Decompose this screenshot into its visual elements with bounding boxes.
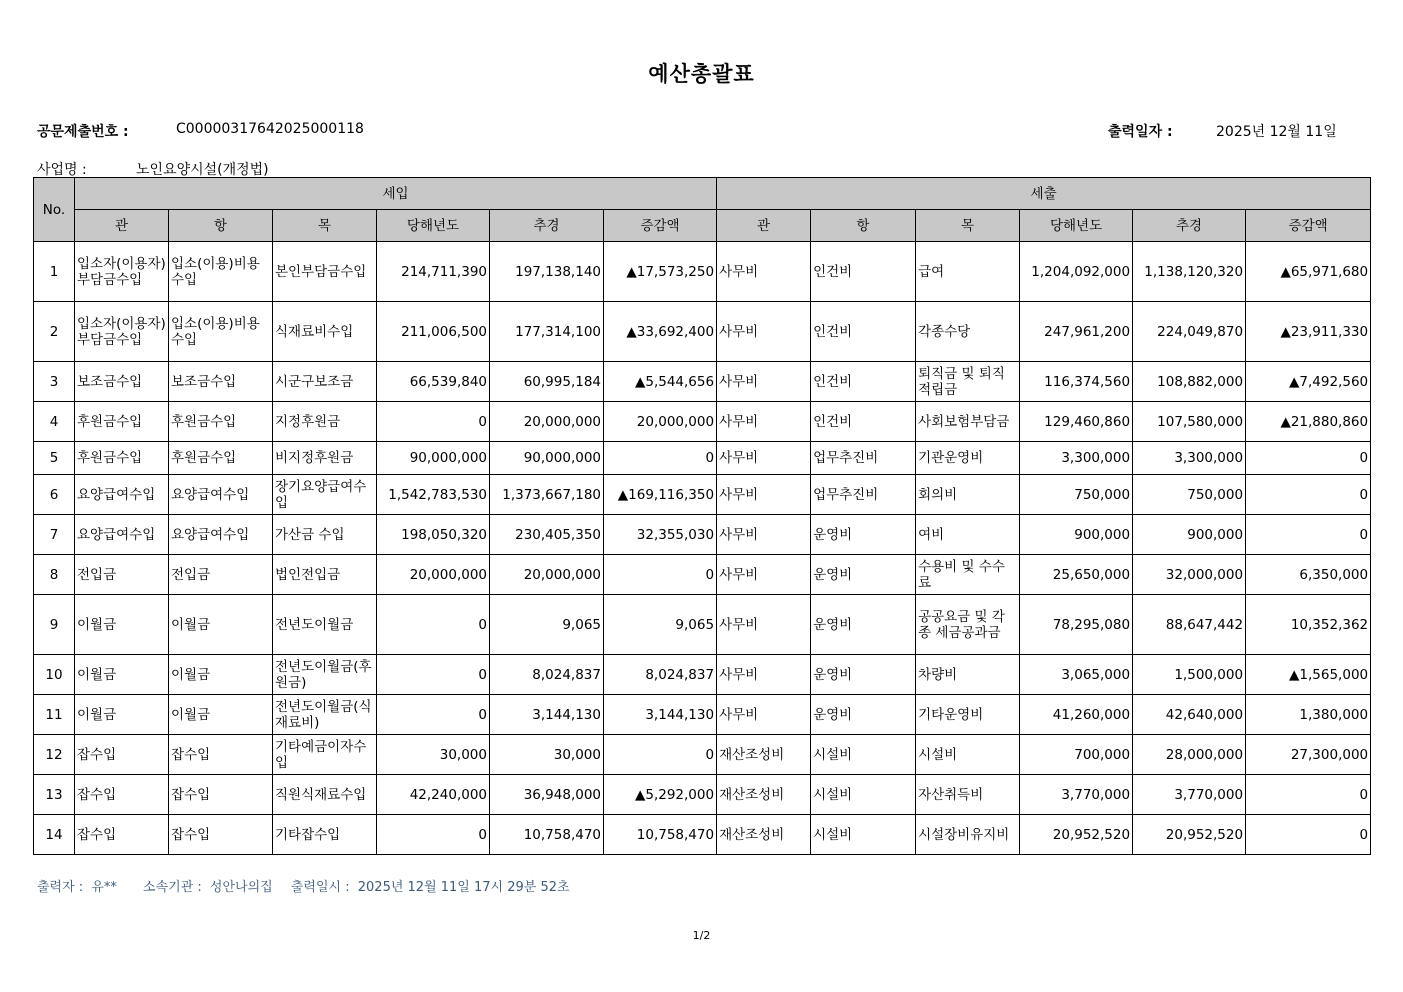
income-revised: 3,144,130	[490, 695, 604, 735]
expense-hang: 운영비	[811, 515, 916, 555]
expense-mok: 차량비	[916, 655, 1020, 695]
printer-label: 출력자 :	[37, 880, 84, 895]
expense-hang: 운영비	[811, 655, 916, 695]
row-no: 4	[34, 402, 75, 442]
expense-gwan: 사무비	[717, 595, 811, 655]
printer-name: 유**	[91, 880, 117, 895]
income-diff: ▲169,116,350	[604, 475, 717, 515]
income-mok: 비지정후원금	[273, 442, 377, 475]
income-revised: 9,065	[490, 595, 604, 655]
page-title: 예산총괄표	[648, 62, 755, 86]
print-footer	[37, 876, 574, 895]
income-current: 0	[377, 595, 490, 655]
printed-at-label: 출력일시 :	[290, 880, 350, 895]
expense-hang: 업무추진비	[811, 475, 916, 515]
income-hang: 잡수입	[169, 735, 273, 775]
expense-current: 3,300,000	[1020, 442, 1133, 475]
row-no: 5	[34, 442, 75, 475]
income-mok: 법인전입금	[273, 555, 377, 595]
expense-current: 3,065,000	[1020, 655, 1133, 695]
income-diff: 32,355,030	[604, 515, 717, 555]
expense-revised: 3,770,000	[1133, 775, 1246, 815]
income-diff: 10,758,470	[604, 815, 717, 855]
row-no: 13	[34, 775, 75, 815]
expense-mok: 수용비 및 수수료	[916, 555, 1020, 595]
expense-diff: 27,300,000	[1246, 735, 1371, 775]
income-revised: 30,000	[490, 735, 604, 775]
income-gwan: 잡수입	[75, 735, 169, 775]
row-no: 8	[34, 555, 75, 595]
income-gwan: 후원금수입	[75, 402, 169, 442]
expense-mok: 사회보험부담금	[916, 402, 1020, 442]
income-mok: 가산금 수입	[273, 515, 377, 555]
expense-diff: 0	[1246, 442, 1371, 475]
expense-mok: 기관운영비	[916, 442, 1020, 475]
income-revised: 197,138,140	[490, 242, 604, 302]
header-income-revised: 추경	[490, 210, 604, 242]
income-mok: 전년도이월금(후원금)	[273, 655, 377, 695]
expense-mok: 퇴직금 및 퇴직적립금	[916, 362, 1020, 402]
expense-hang: 운영비	[811, 695, 916, 735]
expense-mok: 기타운영비	[916, 695, 1020, 735]
income-gwan: 이월금	[75, 695, 169, 735]
income-revised: 177,314,100	[490, 302, 604, 362]
income-hang: 입소(이용)비용수입	[169, 242, 273, 302]
expense-current: 25,650,000	[1020, 555, 1133, 595]
expense-gwan: 사무비	[717, 475, 811, 515]
expense-gwan: 사무비	[717, 555, 811, 595]
business-name: 노인요양시설(개정법)	[136, 162, 269, 178]
income-mok: 전년도이월금	[273, 595, 377, 655]
expense-diff: 0	[1246, 515, 1371, 555]
header-expense-hang: 항	[811, 210, 916, 242]
income-mok: 식재료비수입	[273, 302, 377, 362]
table-row	[34, 302, 1371, 362]
row-no: 1	[34, 242, 75, 302]
expense-mok: 시설장비유지비	[916, 815, 1020, 855]
org-label: 소속기관 :	[143, 880, 202, 895]
table-row	[34, 442, 1371, 475]
expense-gwan: 사무비	[717, 515, 811, 555]
row-no: 2	[34, 302, 75, 362]
table-row	[34, 775, 1371, 815]
header-income-current: 당해년도	[377, 210, 490, 242]
expense-gwan: 재산조성비	[717, 775, 811, 815]
income-gwan: 요양급여수입	[75, 515, 169, 555]
income-diff: ▲17,573,250	[604, 242, 717, 302]
header-income-hang: 항	[169, 210, 273, 242]
expense-revised: 3,300,000	[1133, 442, 1246, 475]
income-diff: ▲5,544,656	[604, 362, 717, 402]
header-expense-gwan: 관	[717, 210, 811, 242]
income-diff: 0	[604, 735, 717, 775]
income-hang: 잡수입	[169, 815, 273, 855]
print-date-label: 출력일자 :	[1108, 124, 1173, 140]
budget-table	[33, 177, 1371, 855]
expense-revised: 224,049,870	[1133, 302, 1246, 362]
income-mok: 본인부담금수입	[273, 242, 377, 302]
income-hang: 후원금수입	[169, 442, 273, 475]
doc-no-label: 공문제출번호 :	[37, 124, 129, 140]
row-no: 12	[34, 735, 75, 775]
income-gwan: 이월금	[75, 595, 169, 655]
expense-revised: 28,000,000	[1133, 735, 1246, 775]
income-revised: 10,758,470	[490, 815, 604, 855]
income-diff: 8,024,837	[604, 655, 717, 695]
expense-current: 900,000	[1020, 515, 1133, 555]
expense-current: 247,961,200	[1020, 302, 1133, 362]
expense-gwan: 사무비	[717, 442, 811, 475]
table-row	[34, 655, 1371, 695]
expense-hang: 운영비	[811, 595, 916, 655]
expense-hang: 시설비	[811, 735, 916, 775]
row-no: 10	[34, 655, 75, 695]
expense-diff: 0	[1246, 815, 1371, 855]
income-hang: 이월금	[169, 695, 273, 735]
income-mok: 시군구보조금	[273, 362, 377, 402]
table-row	[34, 402, 1371, 442]
income-gwan: 이월금	[75, 655, 169, 695]
income-current: 90,000,000	[377, 442, 490, 475]
income-hang: 이월금	[169, 595, 273, 655]
table-row	[34, 735, 1371, 775]
expense-diff: 6,350,000	[1246, 555, 1371, 595]
income-current: 66,539,840	[377, 362, 490, 402]
income-diff: 20,000,000	[604, 402, 717, 442]
expense-revised: 42,640,000	[1133, 695, 1246, 735]
expense-revised: 107,580,000	[1133, 402, 1246, 442]
income-diff: 9,065	[604, 595, 717, 655]
income-current: 0	[377, 815, 490, 855]
expense-revised: 32,000,000	[1133, 555, 1246, 595]
income-gwan: 입소자(이용자)부담금수입	[75, 242, 169, 302]
expense-mok: 자산취득비	[916, 775, 1020, 815]
header-income-mok: 목	[273, 210, 377, 242]
header-income: 세입	[75, 178, 717, 210]
expense-diff: 10,352,362	[1246, 595, 1371, 655]
income-revised: 90,000,000	[490, 442, 604, 475]
page-number: 1/2	[692, 929, 711, 942]
expense-current: 78,295,080	[1020, 595, 1133, 655]
expense-hang: 업무추진비	[811, 442, 916, 475]
income-gwan: 요양급여수입	[75, 475, 169, 515]
income-hang: 요양급여수입	[169, 475, 273, 515]
income-gwan: 전입금	[75, 555, 169, 595]
business-label: 사업명 :	[37, 162, 87, 178]
income-current: 198,050,320	[377, 515, 490, 555]
expense-mok: 회의비	[916, 475, 1020, 515]
income-revised: 36,948,000	[490, 775, 604, 815]
row-no: 7	[34, 515, 75, 555]
expense-mok: 공공요금 및 각종 세금공과금	[916, 595, 1020, 655]
expense-current: 1,204,092,000	[1020, 242, 1133, 302]
header-income-diff: 증감액	[604, 210, 717, 242]
table-row	[34, 695, 1371, 735]
printed-at-value: 2025년 12월 11일 17시 29분 52초	[357, 880, 570, 895]
income-current: 20,000,000	[377, 555, 490, 595]
income-current: 1,542,783,530	[377, 475, 490, 515]
header-no: No.	[34, 178, 75, 242]
expense-hang: 인건비	[811, 302, 916, 362]
income-hang: 입소(이용)비용수입	[169, 302, 273, 362]
expense-diff: 0	[1246, 775, 1371, 815]
income-current: 0	[377, 655, 490, 695]
header-expense-diff: 증감액	[1246, 210, 1371, 242]
expense-revised: 750,000	[1133, 475, 1246, 515]
row-no: 6	[34, 475, 75, 515]
income-gwan: 잡수입	[75, 775, 169, 815]
row-no: 9	[34, 595, 75, 655]
expense-revised: 88,647,442	[1133, 595, 1246, 655]
expense-gwan: 사무비	[717, 242, 811, 302]
income-hang: 보조금수입	[169, 362, 273, 402]
income-mok: 기타예금이자수입	[273, 735, 377, 775]
income-gwan: 잡수입	[75, 815, 169, 855]
expense-gwan: 사무비	[717, 362, 811, 402]
income-diff: ▲33,692,400	[604, 302, 717, 362]
expense-diff: ▲23,911,330	[1246, 302, 1371, 362]
income-hang: 후원금수입	[169, 402, 273, 442]
income-mok: 전년도이월금(식재료비)	[273, 695, 377, 735]
expense-hang: 운영비	[811, 555, 916, 595]
income-current: 42,240,000	[377, 775, 490, 815]
table-row	[34, 242, 1371, 302]
table-row	[34, 595, 1371, 655]
income-gwan: 후원금수입	[75, 442, 169, 475]
income-mok: 장기요양급여수입	[273, 475, 377, 515]
doc-no-value: C00000317642025000118	[176, 121, 364, 137]
expense-revised: 1,500,000	[1133, 655, 1246, 695]
income-mok: 직원식재료수입	[273, 775, 377, 815]
expense-gwan: 사무비	[717, 402, 811, 442]
expense-revised: 108,882,000	[1133, 362, 1246, 402]
expense-current: 20,952,520	[1020, 815, 1133, 855]
header-expense-revised: 추경	[1133, 210, 1246, 242]
expense-current: 700,000	[1020, 735, 1133, 775]
expense-revised: 900,000	[1133, 515, 1246, 555]
income-current: 0	[377, 402, 490, 442]
expense-current: 116,374,560	[1020, 362, 1133, 402]
income-diff: 0	[604, 442, 717, 475]
income-revised: 230,405,350	[490, 515, 604, 555]
expense-current: 41,260,000	[1020, 695, 1133, 735]
expense-gwan: 사무비	[717, 695, 811, 735]
income-revised: 8,024,837	[490, 655, 604, 695]
expense-mok: 여비	[916, 515, 1020, 555]
income-current: 211,006,500	[377, 302, 490, 362]
expense-mok: 각종수당	[916, 302, 1020, 362]
income-current: 30,000	[377, 735, 490, 775]
income-mok: 지정후원금	[273, 402, 377, 442]
expense-diff: ▲1,565,000	[1246, 655, 1371, 695]
expense-diff: ▲65,971,680	[1246, 242, 1371, 302]
table-row	[34, 815, 1371, 855]
income-hang: 잡수입	[169, 775, 273, 815]
print-date-value: 2025년 12월 11일	[1216, 124, 1337, 140]
income-revised: 20,000,000	[490, 402, 604, 442]
income-hang: 이월금	[169, 655, 273, 695]
expense-diff: 0	[1246, 475, 1371, 515]
table-row	[34, 515, 1371, 555]
income-revised: 60,995,184	[490, 362, 604, 402]
expense-hang: 인건비	[811, 242, 916, 302]
income-mok: 기타잡수입	[273, 815, 377, 855]
table-row	[34, 362, 1371, 402]
expense-current: 129,460,860	[1020, 402, 1133, 442]
header-expense: 세출	[717, 178, 1371, 210]
expense-hang: 인건비	[811, 362, 916, 402]
income-revised: 1,373,667,180	[490, 475, 604, 515]
expense-diff: ▲21,880,860	[1246, 402, 1371, 442]
expense-mok: 시설비	[916, 735, 1020, 775]
income-hang: 요양급여수입	[169, 515, 273, 555]
header-income-gwan: 관	[75, 210, 169, 242]
expense-current: 3,770,000	[1020, 775, 1133, 815]
expense-revised: 20,952,520	[1133, 815, 1246, 855]
table-row	[34, 555, 1371, 595]
row-no: 11	[34, 695, 75, 735]
table-row	[34, 475, 1371, 515]
expense-mok: 급여	[916, 242, 1020, 302]
income-diff: 0	[604, 555, 717, 595]
expense-revised: 1,138,120,320	[1133, 242, 1246, 302]
income-gwan: 입소자(이용자)부담금수입	[75, 302, 169, 362]
expense-hang: 인건비	[811, 402, 916, 442]
income-current: 214,711,390	[377, 242, 490, 302]
income-diff: 3,144,130	[604, 695, 717, 735]
header-expense-current: 당해년도	[1020, 210, 1133, 242]
income-hang: 전입금	[169, 555, 273, 595]
expense-hang: 시설비	[811, 775, 916, 815]
org-name: 성안나의집	[209, 880, 273, 895]
income-gwan: 보조금수입	[75, 362, 169, 402]
expense-current: 750,000	[1020, 475, 1133, 515]
header-expense-mok: 목	[916, 210, 1020, 242]
expense-gwan: 사무비	[717, 655, 811, 695]
expense-gwan: 사무비	[717, 302, 811, 362]
income-diff: ▲5,292,000	[604, 775, 717, 815]
row-no: 3	[34, 362, 75, 402]
expense-gwan: 재산조성비	[717, 735, 811, 775]
income-revised: 20,000,000	[490, 555, 604, 595]
expense-gwan: 재산조성비	[717, 815, 811, 855]
expense-diff: ▲7,492,560	[1246, 362, 1371, 402]
expense-diff: 1,380,000	[1246, 695, 1371, 735]
expense-hang: 시설비	[811, 815, 916, 855]
row-no: 14	[34, 815, 75, 855]
income-current: 0	[377, 695, 490, 735]
